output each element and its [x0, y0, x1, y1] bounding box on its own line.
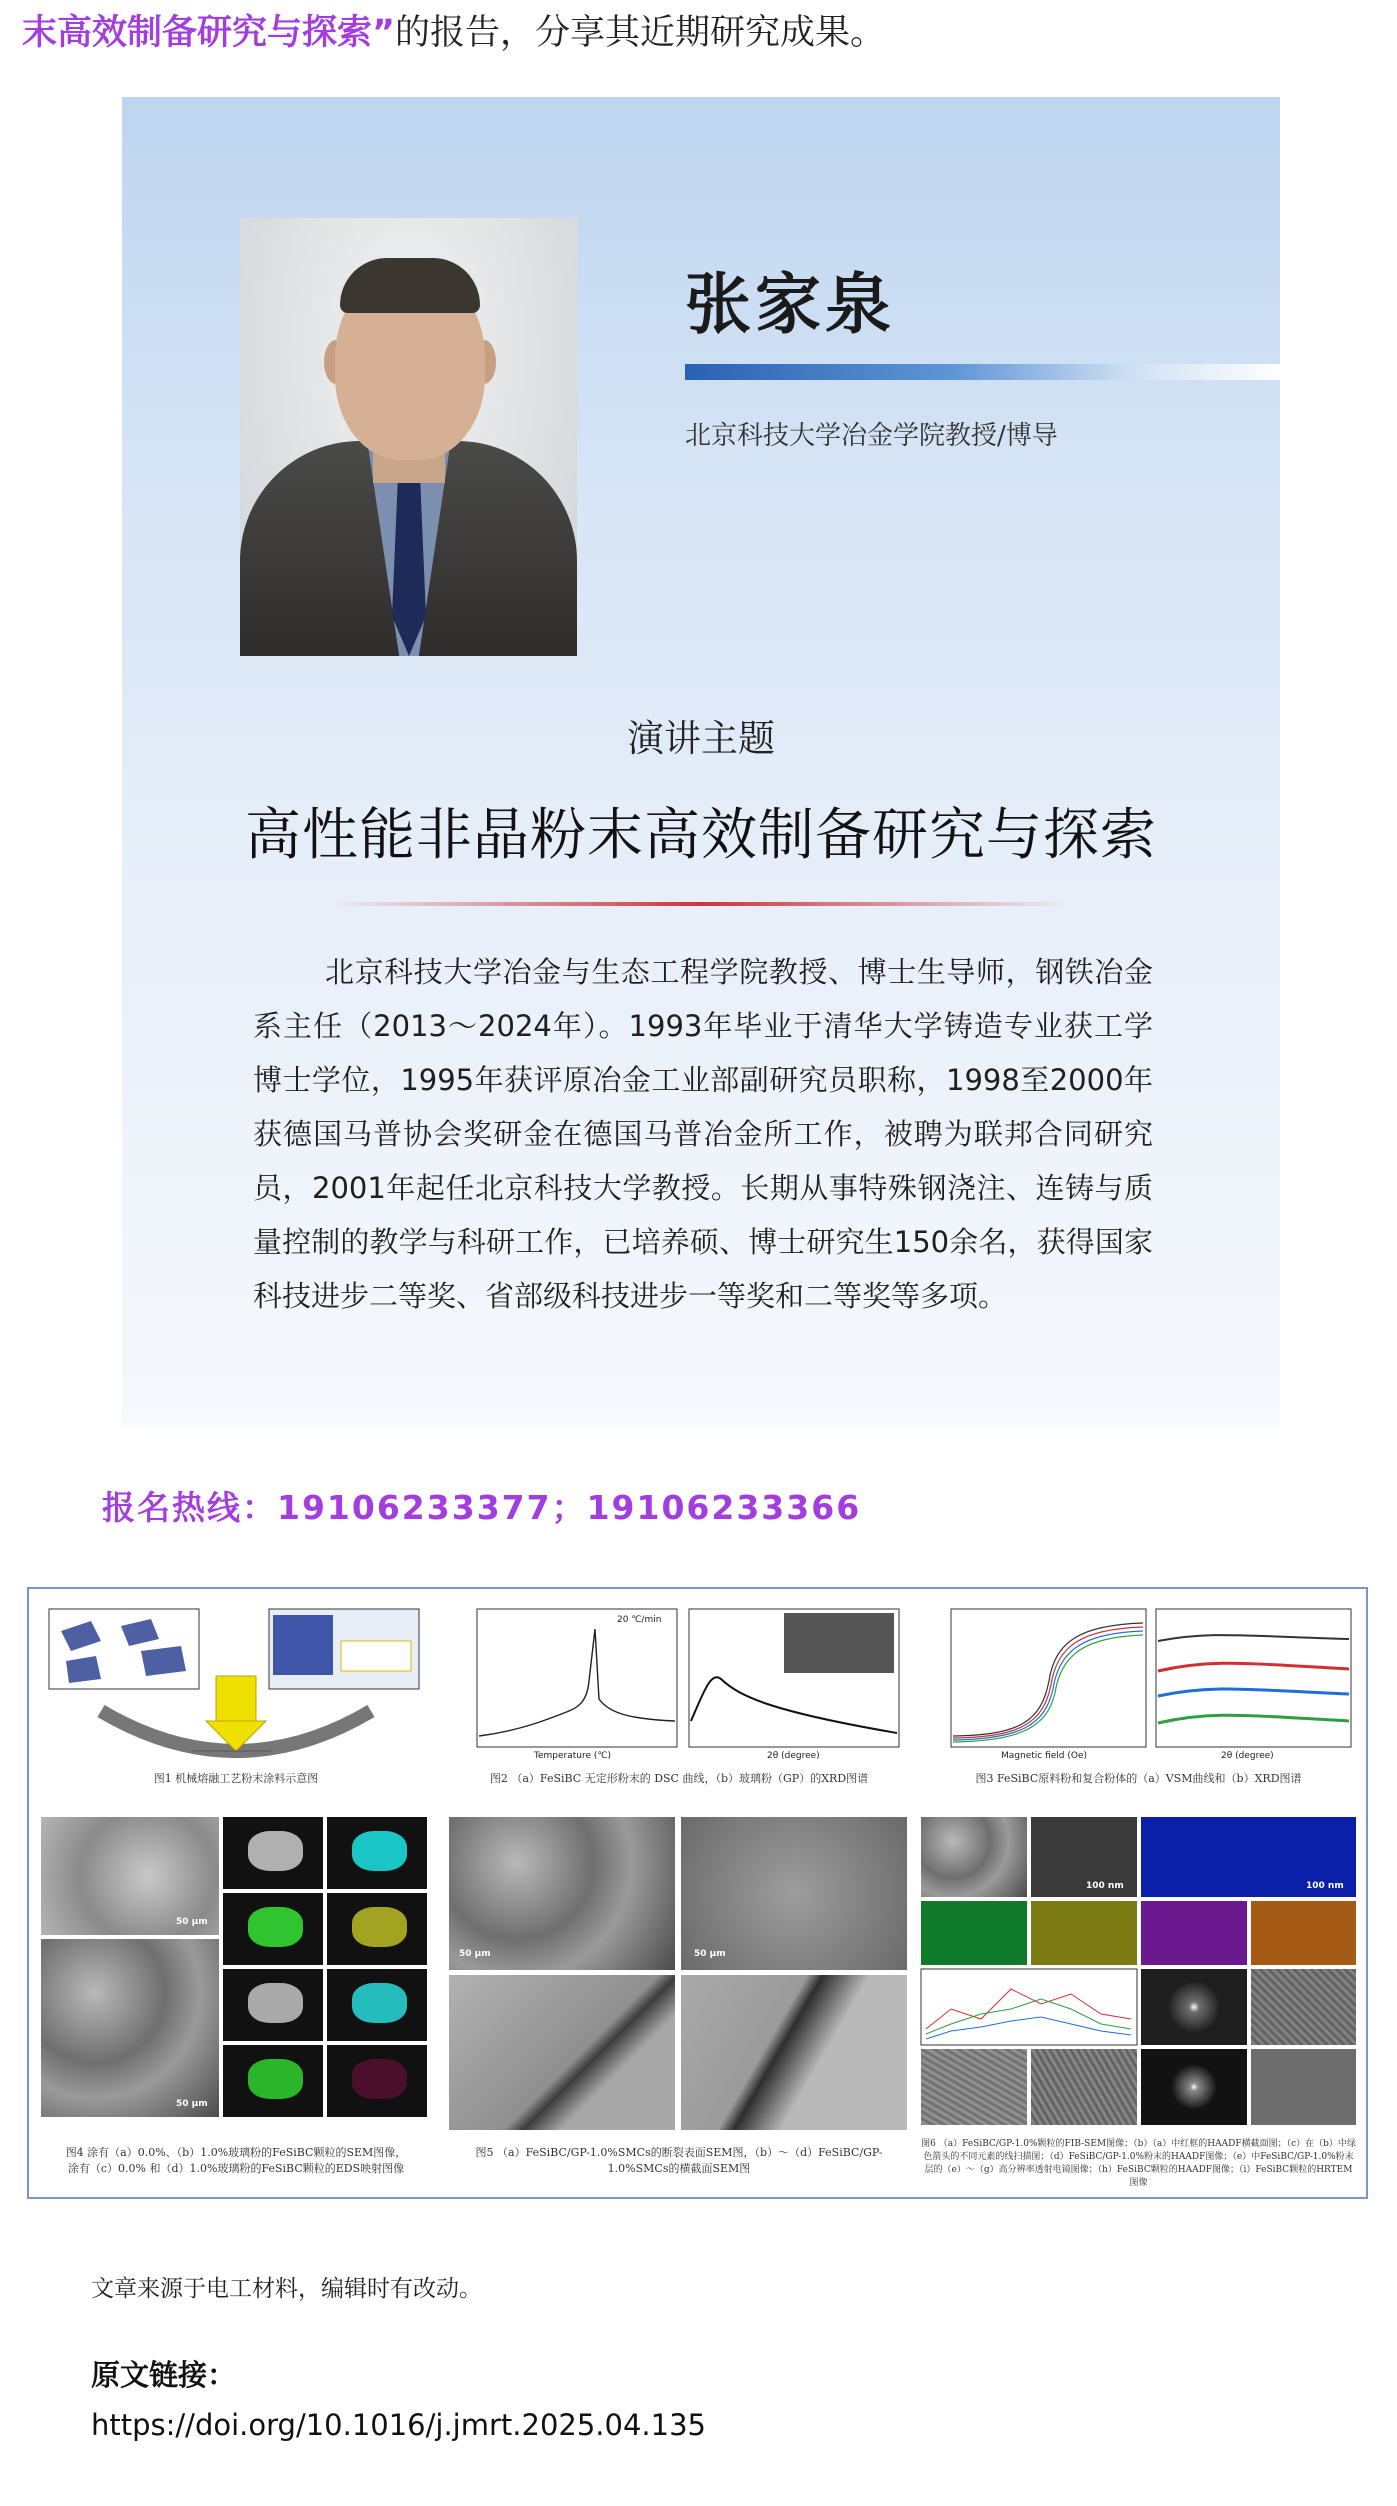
- fig1-caption: 图1 机械熔融工艺粉末涂料示意图: [153, 1772, 319, 1785]
- fig4-sem-eds: [41, 1817, 431, 2197]
- scale-bar-a: 50 μm: [176, 1917, 208, 1927]
- eds-map-c-b: [327, 1893, 427, 1965]
- eds-pb-map: [921, 1901, 1027, 1965]
- speaker-bio: 北京科技大学冶金与生态工程学院教授、博士生导师，钢铁冶金系主任（2013～2024年）。1993年毕业于清华大学铸造专业获工学博士学位，1995年获评原冶金工业部副研究员职称，1998至2000年获德国马普协会奖研金在德国马普冶金所工作，被聘为联邦合同研究员，2001年起任北京科技大学教授。长期从事特殊钢浇注、连铸与质量控制的教学与科研工作，已培养硕、博士研究生150余名，获得国家科技进步二等奖、省部级科技进步一等奖和二等奖等多项。: [253, 955, 1153, 1313]
- eds-map-c-gray: [223, 1817, 323, 1889]
- fig5-sem: [449, 1817, 909, 2132]
- fig2-caption: 图2 （a）FeSiBC 无定形粉末的 DSC 曲线，（b）玻璃粉（GP）的XRD图谱: [489, 1772, 869, 1785]
- vsm-xrd-plots: [921, 1601, 1356, 1771]
- original-link-label: 原文链接：: [91, 2358, 237, 2392]
- xrd3-xlabel: 2θ (degree): [1221, 1751, 1274, 1761]
- eds-si-map: [1141, 1901, 1247, 1965]
- xrd-xlabel: 2θ (degree): [767, 1751, 820, 1761]
- hrtem-i: [1251, 2049, 1356, 2125]
- topic-title: 高性能非晶粉末高效制备研究与探索: [245, 803, 1157, 868]
- fig6-caption-line1: 图6 （a）FeSiBC/GP-1.0%颗粒的FIB-SEM图像；（b）（a）中红框的HAADF横截面图；（c）在（b）中绿: [921, 2139, 1356, 2149]
- vsm-xlabel: Magnetic field (Oe): [1001, 1751, 1087, 1761]
- fig5-caption-line1: 图5 （a）FeSiBC/GP-1.0%SMCs的断裂表面SEM图，（b）～（d）FeSiBC/GP-: [475, 2146, 883, 2159]
- fig3-vsm-xrd: [921, 1601, 1356, 1785]
- eds-map-c-fe: [327, 1817, 427, 1889]
- eds-o-map: [1251, 1901, 1356, 1965]
- fig4-caption-line2: 涂有（c）0.0% 和（d）1.0%玻璃粉的FeSiBC颗粒的EDS映射图像: [67, 2162, 405, 2175]
- sem-image-b: [41, 1939, 219, 2117]
- sem-cross-d: [681, 1975, 907, 2130]
- speaker-position: 北京科技大学冶金学院教授/博导: [685, 421, 1058, 451]
- scale-bar-6b: 100 nm: [1086, 1881, 1124, 1891]
- eds-map-d-fe: [327, 1969, 427, 2041]
- fig6-caption-line3: 层的（e）～（g）高分辨率透射电镜图像；（h）FeSiBC颗粒的HAADF图像；（i）FeSiBC颗粒的HRTEM图像: [924, 2165, 1353, 2188]
- fig6-caption-line2: 色箭头的不同元素的线扫描图；（d）FeSiBC/GP-1.0%粉末的HAADF图像；（e）中FeSiBC/GP-1.0%粉末: [923, 2152, 1354, 2162]
- fig2-dsc-xrd: [449, 1601, 909, 1785]
- sem-cross-b: [681, 1817, 907, 1970]
- intro-highlight: 末高效制备研究与探索”: [22, 13, 396, 53]
- dsc-xlabel: Temperature (℃): [534, 1751, 612, 1761]
- eds-map-c-si: [223, 1893, 323, 1965]
- fib-sem-a: [921, 1817, 1027, 1897]
- hrtem-e: [1251, 1969, 1356, 2045]
- dsc-rate-label: 20 ℃/min: [617, 1615, 662, 1625]
- fig4-caption-line1: 图4 涂有（a）0.0%、（b）1.0%玻璃粉的FeSiBC颗粒的SEM图像，: [65, 2146, 407, 2159]
- sem-cross-c: [449, 1975, 675, 2130]
- scale-bar-5a: 50 μm: [459, 1949, 491, 1959]
- topic-label: 演讲主题: [627, 717, 775, 760]
- name-underline-bar: [685, 364, 1280, 380]
- eds-map-d-gray: [223, 1969, 323, 2041]
- speaker-name: 张家泉: [685, 266, 895, 343]
- speaker-photo: [240, 218, 577, 656]
- intro-rest: 的报告，分享其近期研究成果。: [395, 13, 886, 53]
- scale-bar-6fe: 100 nm: [1306, 1881, 1344, 1891]
- speaker-poster: [122, 97, 1280, 1427]
- hrtem-g: [1031, 2049, 1137, 2125]
- topic-divider: [329, 902, 1073, 906]
- registration-hotline: 报名热线：19106233377；19106233366: [102, 1488, 862, 1527]
- fig3-caption: 图3 FeSiBC原料粉和复合粉体的（a）VSM曲线和（b）XRD图谱: [975, 1772, 1302, 1785]
- sem-fracture-a: [449, 1817, 675, 1970]
- intro-line: [22, 6, 885, 60]
- original-link-url[interactable]: https://doi.org/10.1016/j.jmrt.2025.04.135: [91, 2408, 706, 2442]
- hrtem-f: [921, 2049, 1027, 2125]
- haadf-h: [1141, 2049, 1247, 2125]
- line-scan-c: [921, 1969, 1137, 2045]
- haadf-d: [1141, 1969, 1247, 2045]
- eds-map-d-si: [223, 2045, 323, 2117]
- source-note: 文章来源于电工材料，编辑时有改动。: [91, 2276, 482, 2302]
- eds-al-map: [1031, 1901, 1137, 1965]
- eds-map-d-pb: [327, 2045, 427, 2117]
- scale-bar-b: 50 μm: [176, 2099, 208, 2109]
- dsc-xrd-plots: [449, 1601, 909, 1771]
- fig1-schematic: [41, 1601, 431, 1785]
- fig5-caption-line2: 1.0%SMCs的横截面SEM图: [607, 2162, 751, 2175]
- fig6-tem-grid: [921, 1817, 1356, 2137]
- scale-bar-5b: 50 μm: [694, 1949, 726, 1959]
- research-figures-panel: [27, 1587, 1368, 2199]
- mechanofusion-diagram: [41, 1601, 431, 1771]
